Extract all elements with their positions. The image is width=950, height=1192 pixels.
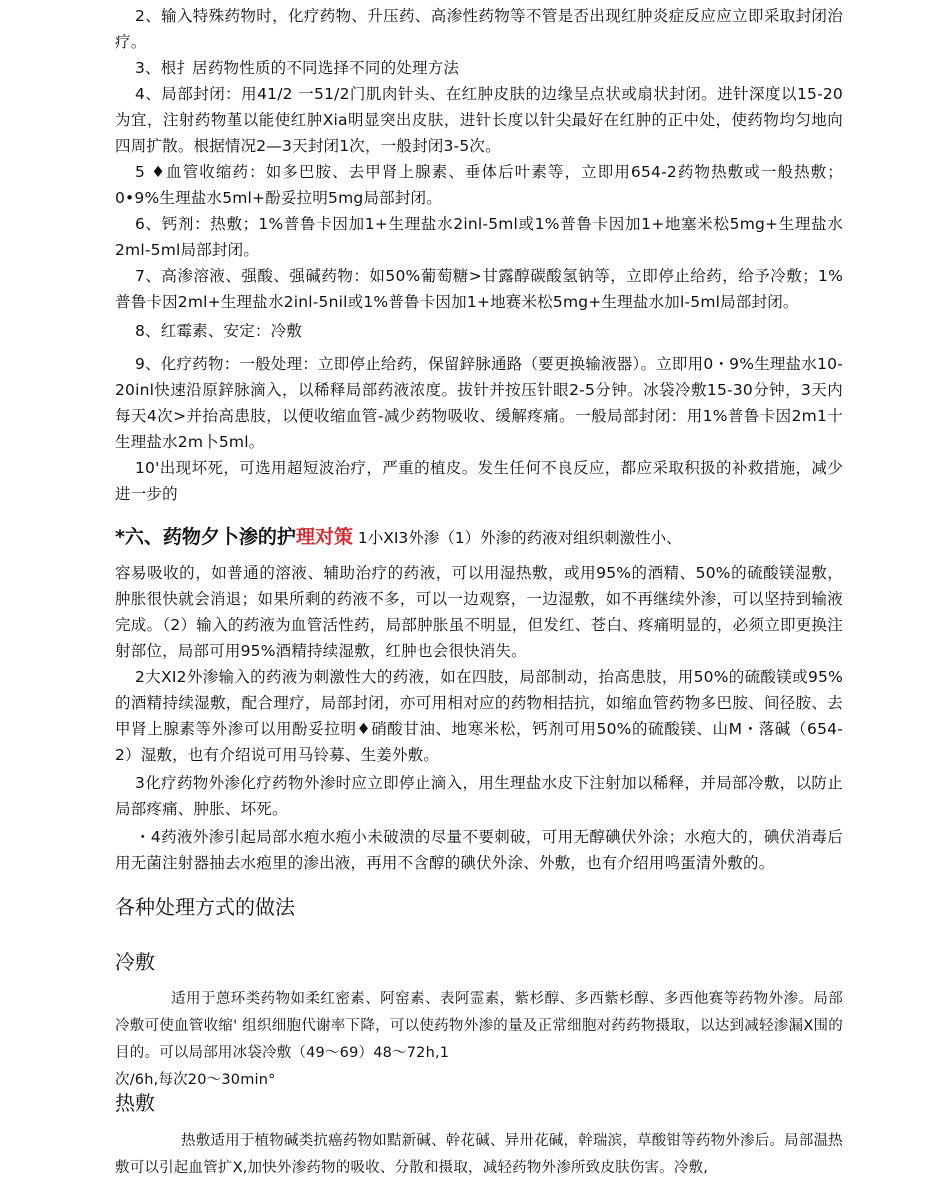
hot-compress-heading: 热敷	[115, 1091, 155, 1115]
paragraph-10: 10'出现坏死，可选用超短波治疗，严重的植皮。发生任何不良反应，都应采取积扱的补救措施，减少进一步的	[115, 459, 843, 503]
section-6-paragraph-4: ・4药液外渗引起局部水疱水疱小未破溃的尽量不要刺破，可用无醇碘伏外涂；水疱大的，碘伏消毒后用无菌注射器抽去水疱里的渗出液，再用不含醇的碘伏外涂、外敷，也有介绍用鸣蛋清外敷的。	[115, 828, 843, 872]
cold-compress-heading: 冷敷	[115, 950, 155, 974]
hot-compress-paragraph: 热敷适用于植物碱类抗癌药物如黠新碱、幹花碱、异卅花碱，幹瑞滨，草酸钳等药物外渗后。局部温热敷可以引起血管扩X,加快外渗药物的吸收、分散和摄取，减轻药物外渗所致皮肤伤害。冷敷,	[115, 1133, 843, 1176]
section-6-heading	[115, 522, 855, 553]
cold-compress-paragraph: 适用于蒽环类药物如柔红密素、阿窑素、表阿霊素，紫杉醇、多西紫杉醇、多西他赛等药物外渗。局部冷敷可使血管收缩' 组织细胞代谢率下降，可以使药物外渗的量及正常细胞对药药物摄取，以达到减轻渗漏X围的目的。可以局部用冰袋冷敷（49〜69）48〜72h,1	[115, 991, 843, 1061]
paragraph-5: 5 ♦血管收缩药：如多巴胺、去甲肾上腺素、垂体后叶素等，立即用654-2药物热敷或一般热敷；0•9%生理盐水5ml+酚妥拉明5mg局部封闭。	[115, 163, 843, 207]
paragraph-7: 7、高渗溶液、强酸、强碱药物：如50%葡萄糖>甘露醇碳酸氢钠等，立即停止给药，给予冷敷；1%普鲁卡因2ml+生理盐水2inl-5nil或1%普鲁卡因加1+地赛米松5mg+生理盐水加l-5ml局部封闭。	[115, 267, 843, 311]
paragraph-8: 8、红霉素、安定：冷敷	[135, 322, 303, 340]
section-6-paragraph-3: 3化疗药物外渗化疗药物外渗时应立即停止滴入，用生理盐水皮下注射加以稀释，并局部冷敷，以防止局部疼痛、肿胀、坏死。	[115, 774, 843, 818]
section-6-title: *六、药物夕卜渗的护	[115, 526, 296, 548]
section-6-paragraph-1: 容易吸收的，如普通的溶液、辅助治疗的药液，可以用湿热敷，或用95%的酒精、50%的硫酸镁湿敷，肿胀很快就会消退；如果所剩的药液不多，可以一边观察，一边湿敷，如不再继续外渗，可以坚持到输液完成。（2）输入的药液为血管活性药，局部肿胀虽不明显，但发红、苍白、疼痛明显的，必须立即更换注射部位，局部可用95%酒精持续湿敷，红肿也会很快消失。	[115, 564, 843, 660]
section-6-subtitle: 1小XI3外渗（1）外渗的药液对组织刺激性小、	[352, 529, 682, 547]
section-6-title-red: 理对策	[295, 526, 353, 548]
paragraph-3: 3、根扌居药物性质的不同选择不同的处理方法	[135, 59, 460, 77]
paragraph-6: 6、钙剂：热敷；1%普鲁卡因加1+生理盐水2inl-5ml或1%普鲁卡因加1+地塞米松5mg+生理盐水2ml-5ml局部封闭。	[115, 215, 843, 259]
paragraph-9: 9、化疗药物：一般处理：立即停止给药，保留鋅脉通路（要更换输液器）。立即用0・9%生理盐水10-20inl快速沿原鋅脉滴入，以稀释局部药液浓度。拔针并按压针眼2-5分钟。冰袋冷敷15-30分钟，3天内每天4次>并抬高患肢，以便收缩血管-减少药物吸收、缓解疼痛。一般局部封闭：用1%普鲁卡因2m1十生理盐水2m卜5ml。	[115, 355, 843, 451]
methods-heading: 各种处理方式的做法	[115, 895, 295, 919]
paragraph-2: 2、输入特殊药物时，化疗药物、升压药、高渗性药物等不管是否出现红肿炎症反应应立即采取封闭治疗。	[115, 7, 843, 51]
section-6-paragraph-2: 2大XI2外渗输入的药液为刺激性大的药液，如在四肢，局部制动，抬高患肢，用50%的硫酸镁或95%的酒精持续湿敷，配合理疗，局部封闭，亦可用相对应的药物相拮抗，如缩血管药物多巴胺、间径胺、去甲肾上腺素等外渗可以用酚妥拉明♦硝酸甘油、地寒米松，钙剂可用50%的硫酸镁、山M・落碱（654-2）湿敷，也有介绍说可用马铃募、生姜外敷。	[115, 668, 843, 764]
paragraph-4: 4、局部封闭：用41/2 一51/2门肌肉针头、在红肿皮肤的边缘呈点状或扇状封闭。进针深度以15-20为宜，注射药物堇以能使红肿Xia明显突出皮肤，进针长度以针尖最好在红肿的正中处，使药物均匀地向四周扩散。根据情况2—3天封闭1次，一般封闭3-5次。	[115, 85, 843, 155]
cold-compress-tail: 次/6h,每次20〜30min°	[115, 1072, 276, 1088]
